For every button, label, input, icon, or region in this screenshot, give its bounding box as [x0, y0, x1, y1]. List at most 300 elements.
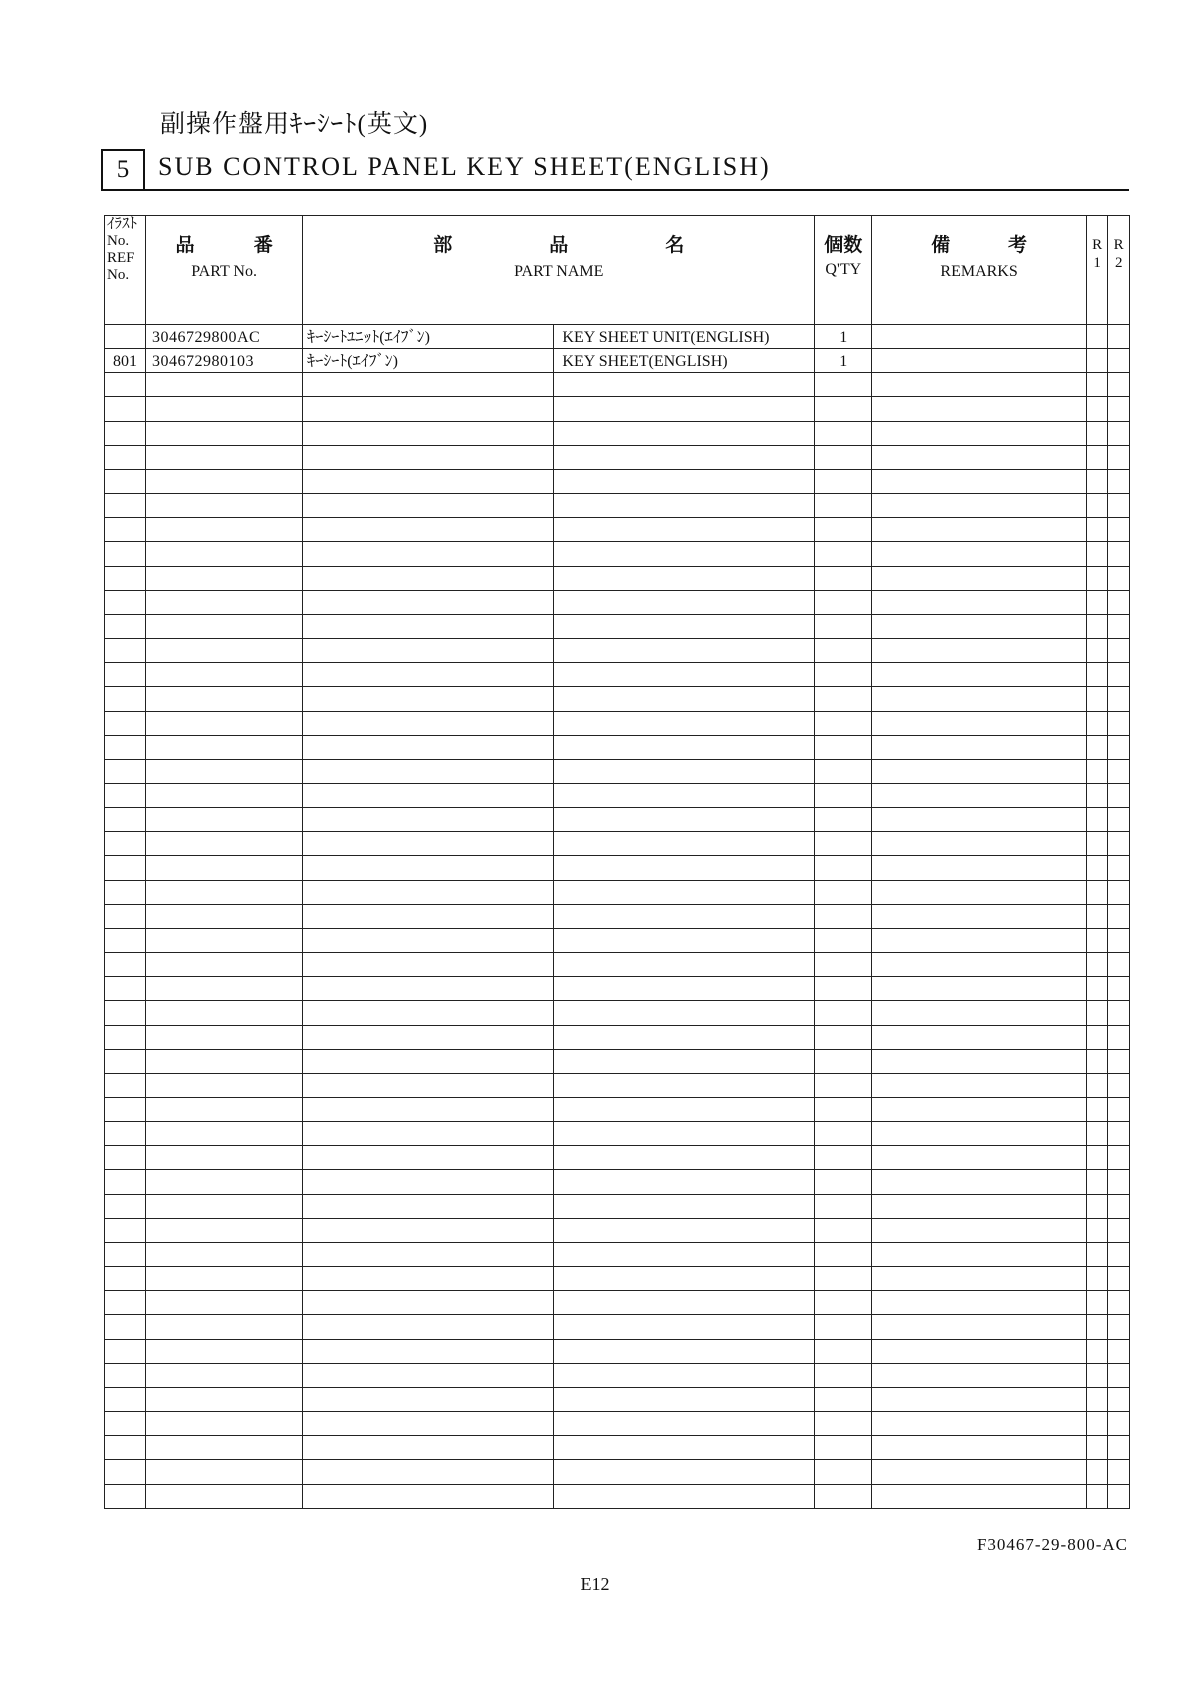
empty-cell [554, 1242, 815, 1266]
empty-cell [303, 832, 554, 856]
part-no-header: 品 番 PART No. [145, 216, 302, 325]
empty-cell [1108, 928, 1130, 952]
empty-cell [872, 856, 1086, 880]
empty-cell [815, 832, 872, 856]
part-name-en-cell: KEY SHEET(ENGLISH) [554, 349, 815, 373]
quantity-header: 個数 Q'TY [815, 216, 872, 325]
empty-cell [872, 1484, 1086, 1509]
empty-cell [145, 1315, 302, 1339]
empty-cell [554, 1073, 815, 1097]
empty-cell [105, 832, 146, 856]
empty-cell [303, 808, 554, 832]
empty-cell [1108, 1194, 1130, 1218]
empty-cell [872, 977, 1086, 1001]
empty-cell [145, 735, 302, 759]
empty-cell [1108, 687, 1130, 711]
empty-cell [303, 977, 554, 1001]
empty-cell [303, 590, 554, 614]
table-row [105, 325, 1130, 349]
empty-cell [1108, 494, 1130, 518]
empty-cell [554, 735, 815, 759]
empty-cell [105, 1122, 146, 1146]
empty-cell [105, 663, 146, 687]
empty-cell [303, 397, 554, 421]
empty-cell [1086, 1291, 1108, 1315]
empty-cell [815, 1339, 872, 1363]
empty-cell [105, 1436, 146, 1460]
empty-cell [872, 590, 1086, 614]
empty-cell [815, 1122, 872, 1146]
empty-cell [303, 928, 554, 952]
empty-cell [872, 904, 1086, 928]
empty-cell [872, 1387, 1086, 1411]
empty-cell [145, 783, 302, 807]
empty-cell [1108, 373, 1130, 397]
r2-cell [1108, 325, 1130, 349]
empty-cell [1108, 397, 1130, 421]
empty-cell [145, 1098, 302, 1122]
empty-cell [815, 1363, 872, 1387]
empty-cell [105, 469, 146, 493]
empty-cell [872, 1363, 1086, 1387]
empty-cell [145, 856, 302, 880]
empty-cell [105, 928, 146, 952]
empty-cell [145, 1194, 302, 1218]
empty-cell [105, 880, 146, 904]
empty-cell [303, 687, 554, 711]
empty-cell [105, 1267, 146, 1291]
empty-cell [145, 1267, 302, 1291]
empty-cell [105, 590, 146, 614]
empty-table-row [105, 1194, 1130, 1218]
empty-table-row [105, 663, 1130, 687]
empty-cell [815, 1315, 872, 1339]
empty-cell [145, 663, 302, 687]
empty-cell [815, 1460, 872, 1484]
empty-cell [1108, 1291, 1130, 1315]
empty-cell [872, 663, 1086, 687]
empty-cell [872, 1291, 1086, 1315]
empty-cell [1086, 687, 1108, 711]
empty-cell [554, 759, 815, 783]
remarks-header: 備 考 REMARKS [872, 216, 1086, 325]
empty-cell [815, 977, 872, 1001]
empty-cell [1086, 1436, 1108, 1460]
empty-cell [303, 1025, 554, 1049]
empty-cell [303, 373, 554, 397]
empty-cell [303, 1315, 554, 1339]
empty-cell [1086, 1387, 1108, 1411]
empty-cell [145, 542, 302, 566]
empty-cell [1108, 1049, 1130, 1073]
empty-cell [303, 1267, 554, 1291]
empty-cell [554, 832, 815, 856]
empty-cell [145, 494, 302, 518]
empty-cell [145, 518, 302, 542]
empty-cell [303, 566, 554, 590]
empty-cell [1086, 1001, 1108, 1025]
empty-cell [872, 1049, 1086, 1073]
empty-cell [554, 1267, 815, 1291]
empty-cell [554, 1436, 815, 1460]
empty-cell [145, 469, 302, 493]
empty-cell [1108, 808, 1130, 832]
empty-cell [303, 1073, 554, 1097]
empty-cell [1086, 1218, 1108, 1242]
empty-table-row [105, 639, 1130, 663]
empty-cell [105, 1194, 146, 1218]
empty-cell [1086, 421, 1108, 445]
empty-cell [554, 1460, 815, 1484]
empty-cell [815, 469, 872, 493]
r2-header: R 2 [1108, 216, 1130, 325]
empty-cell [145, 397, 302, 421]
empty-cell [105, 977, 146, 1001]
table-row [105, 349, 1130, 373]
empty-cell [815, 639, 872, 663]
empty-cell [554, 1363, 815, 1387]
empty-cell [1086, 1049, 1108, 1073]
empty-cell [1108, 639, 1130, 663]
empty-cell [303, 953, 554, 977]
empty-table-row [105, 494, 1130, 518]
empty-cell [815, 373, 872, 397]
empty-cell [1108, 735, 1130, 759]
empty-cell [554, 1412, 815, 1436]
empty-cell [1108, 832, 1130, 856]
empty-cell [872, 880, 1086, 904]
empty-cell [1108, 1363, 1130, 1387]
empty-cell [815, 663, 872, 687]
empty-cell [1108, 1025, 1130, 1049]
empty-cell [1086, 494, 1108, 518]
empty-cell [815, 783, 872, 807]
empty-cell [1086, 1194, 1108, 1218]
empty-cell [105, 759, 146, 783]
empty-cell [1108, 663, 1130, 687]
empty-table-row [105, 735, 1130, 759]
empty-cell [1086, 1339, 1108, 1363]
empty-cell [1108, 1170, 1130, 1194]
empty-cell [1108, 542, 1130, 566]
empty-cell [1108, 1073, 1130, 1097]
empty-cell [105, 783, 146, 807]
empty-cell [145, 880, 302, 904]
empty-cell [1086, 953, 1108, 977]
empty-cell [1108, 590, 1130, 614]
empty-cell [554, 1194, 815, 1218]
empty-cell [872, 1098, 1086, 1122]
empty-cell [105, 1484, 146, 1509]
empty-cell [105, 735, 146, 759]
empty-cell [554, 880, 815, 904]
empty-cell [303, 904, 554, 928]
empty-cell [872, 1242, 1086, 1266]
empty-cell [815, 1194, 872, 1218]
empty-table-row [105, 759, 1130, 783]
empty-cell [105, 1460, 146, 1484]
title-underline [145, 189, 1129, 191]
empty-cell [872, 808, 1086, 832]
remarks-cell [872, 349, 1086, 373]
empty-table-row [105, 977, 1130, 1001]
empty-cell [1108, 614, 1130, 638]
empty-cell [872, 1339, 1086, 1363]
empty-cell [1086, 808, 1108, 832]
empty-cell [554, 663, 815, 687]
empty-cell [1108, 1412, 1130, 1436]
empty-cell [1108, 904, 1130, 928]
empty-cell [815, 1242, 872, 1266]
empty-cell [554, 1049, 815, 1073]
empty-cell [105, 1363, 146, 1387]
empty-cell [554, 1001, 815, 1025]
empty-cell [554, 469, 815, 493]
empty-table-row [105, 1387, 1130, 1411]
empty-cell [303, 711, 554, 735]
empty-cell [872, 1146, 1086, 1170]
empty-cell [145, 1001, 302, 1025]
empty-table-row [105, 953, 1130, 977]
empty-table-row [105, 1412, 1130, 1436]
empty-cell [303, 663, 554, 687]
empty-cell [872, 1218, 1086, 1242]
empty-cell [303, 1412, 554, 1436]
empty-cell [1086, 1412, 1108, 1436]
empty-cell [105, 1098, 146, 1122]
part-name-jp-cell: ｷｰｼｰﾄﾕﾆｯﾄ(ｴｲﾌﾞﾝ) [303, 325, 554, 349]
empty-table-row [105, 566, 1130, 590]
empty-cell [145, 1218, 302, 1242]
empty-cell [303, 1194, 554, 1218]
r1-cell [1086, 325, 1108, 349]
empty-cell [1086, 1363, 1108, 1387]
empty-table-row [105, 1073, 1130, 1097]
empty-cell [1086, 590, 1108, 614]
empty-cell [303, 1339, 554, 1363]
empty-cell [1086, 856, 1108, 880]
empty-cell [145, 1242, 302, 1266]
empty-table-row [105, 783, 1130, 807]
empty-cell [303, 1484, 554, 1509]
empty-table-row [105, 614, 1130, 638]
empty-cell [815, 1218, 872, 1242]
empty-table-row [105, 1267, 1130, 1291]
empty-cell [145, 1387, 302, 1411]
empty-cell [872, 445, 1086, 469]
empty-table-row [105, 1436, 1130, 1460]
empty-table-row [105, 1484, 1130, 1509]
empty-cell [1086, 928, 1108, 952]
empty-cell [872, 928, 1086, 952]
empty-table-row [105, 856, 1130, 880]
empty-cell [1108, 1339, 1130, 1363]
qty-cell: 1 [815, 349, 872, 373]
empty-table-row [105, 590, 1130, 614]
empty-cell [145, 904, 302, 928]
empty-cell [1108, 1315, 1130, 1339]
empty-cell [1086, 1315, 1108, 1339]
empty-cell [105, 1242, 146, 1266]
empty-cell [815, 1291, 872, 1315]
empty-table-row [105, 1315, 1130, 1339]
empty-cell [303, 1363, 554, 1387]
empty-cell [1108, 1122, 1130, 1146]
empty-cell [554, 977, 815, 1001]
part-name-header: 部 品 名 PART NAME [303, 216, 815, 325]
empty-table-row [105, 1339, 1130, 1363]
empty-table-row [105, 1025, 1130, 1049]
empty-cell [554, 1339, 815, 1363]
empty-cell [1086, 1073, 1108, 1097]
empty-cell [554, 397, 815, 421]
empty-cell [1086, 614, 1108, 638]
empty-cell [554, 1218, 815, 1242]
empty-cell [303, 639, 554, 663]
empty-cell [872, 1122, 1086, 1146]
empty-cell [105, 904, 146, 928]
empty-cell [554, 1484, 815, 1509]
empty-cell [145, 566, 302, 590]
empty-cell [872, 832, 1086, 856]
empty-cell [105, 1218, 146, 1242]
empty-cell [554, 421, 815, 445]
empty-cell [303, 1436, 554, 1460]
empty-cell [105, 808, 146, 832]
empty-table-row [105, 687, 1130, 711]
empty-cell [554, 445, 815, 469]
empty-cell [815, 1049, 872, 1073]
empty-cell [303, 1098, 554, 1122]
empty-cell [303, 783, 554, 807]
empty-cell [105, 445, 146, 469]
empty-cell [1108, 856, 1130, 880]
empty-cell [815, 1146, 872, 1170]
empty-cell [1108, 711, 1130, 735]
empty-cell [815, 1098, 872, 1122]
empty-cell [1086, 880, 1108, 904]
empty-cell [1108, 880, 1130, 904]
empty-cell [303, 735, 554, 759]
empty-cell [815, 1436, 872, 1460]
empty-cell [145, 1412, 302, 1436]
empty-cell [105, 494, 146, 518]
empty-table-row [105, 1460, 1130, 1484]
empty-cell [105, 566, 146, 590]
empty-cell [105, 1049, 146, 1073]
empty-table-row [105, 808, 1130, 832]
empty-cell [1108, 1242, 1130, 1266]
empty-cell [145, 1291, 302, 1315]
empty-cell [1086, 759, 1108, 783]
empty-table-row [105, 1170, 1130, 1194]
empty-cell [105, 1025, 146, 1049]
empty-cell [872, 735, 1086, 759]
empty-cell [1108, 783, 1130, 807]
empty-cell [1086, 445, 1108, 469]
empty-cell [815, 1001, 872, 1025]
empty-cell [1108, 445, 1130, 469]
empty-cell [554, 1146, 815, 1170]
empty-cell [303, 1146, 554, 1170]
part-name-jp-cell: ｷｰｼｰﾄ(ｴｲﾌﾞﾝ) [303, 349, 554, 373]
ref-cell: 801 [105, 349, 146, 373]
empty-cell [105, 1291, 146, 1315]
empty-cell [145, 614, 302, 638]
japanese-title: 副操作盤用ｷｰｼｰﾄ(英文) [160, 111, 429, 138]
empty-cell [105, 1339, 146, 1363]
empty-cell [1086, 1122, 1108, 1146]
document-number: F30467-29-800-AC [976, 1535, 1128, 1554]
empty-cell [872, 373, 1086, 397]
empty-cell [1108, 1146, 1130, 1170]
empty-cell [303, 880, 554, 904]
empty-cell [303, 759, 554, 783]
empty-cell [872, 614, 1086, 638]
empty-cell [815, 880, 872, 904]
empty-cell [815, 614, 872, 638]
empty-cell [1108, 1098, 1130, 1122]
empty-cell [145, 977, 302, 1001]
empty-cell [554, 566, 815, 590]
empty-table-row [105, 1098, 1130, 1122]
empty-cell [872, 1315, 1086, 1339]
empty-cell [872, 518, 1086, 542]
empty-cell [872, 1194, 1086, 1218]
empty-cell [872, 397, 1086, 421]
empty-cell [1086, 542, 1108, 566]
r1-cell [1086, 349, 1108, 373]
empty-cell [872, 1025, 1086, 1049]
empty-cell [303, 1387, 554, 1411]
empty-cell [105, 687, 146, 711]
empty-cell [303, 421, 554, 445]
empty-cell [105, 397, 146, 421]
empty-cell [815, 928, 872, 952]
empty-cell [105, 1146, 146, 1170]
empty-cell [145, 808, 302, 832]
empty-cell [1086, 639, 1108, 663]
empty-cell [872, 1436, 1086, 1460]
parts-table [104, 215, 1130, 1509]
empty-cell [554, 711, 815, 735]
empty-cell [872, 1412, 1086, 1436]
empty-table-row [105, 1363, 1130, 1387]
empty-table-row [105, 1242, 1130, 1266]
empty-cell [872, 783, 1086, 807]
empty-cell [815, 542, 872, 566]
empty-cell [554, 783, 815, 807]
empty-cell [145, 953, 302, 977]
empty-cell [872, 711, 1086, 735]
empty-cell [815, 1025, 872, 1049]
empty-table-row [105, 1218, 1130, 1242]
empty-table-row [105, 1291, 1130, 1315]
empty-cell [872, 469, 1086, 493]
qty-cell: 1 [815, 325, 872, 349]
table-header-row [105, 216, 1130, 325]
empty-cell [1086, 518, 1108, 542]
empty-cell [105, 856, 146, 880]
ref-cell [105, 325, 146, 349]
empty-cell [303, 469, 554, 493]
empty-cell [815, 1387, 872, 1411]
empty-cell [815, 735, 872, 759]
empty-cell [1086, 1025, 1108, 1049]
empty-cell [815, 494, 872, 518]
empty-cell [815, 518, 872, 542]
empty-cell [554, 904, 815, 928]
